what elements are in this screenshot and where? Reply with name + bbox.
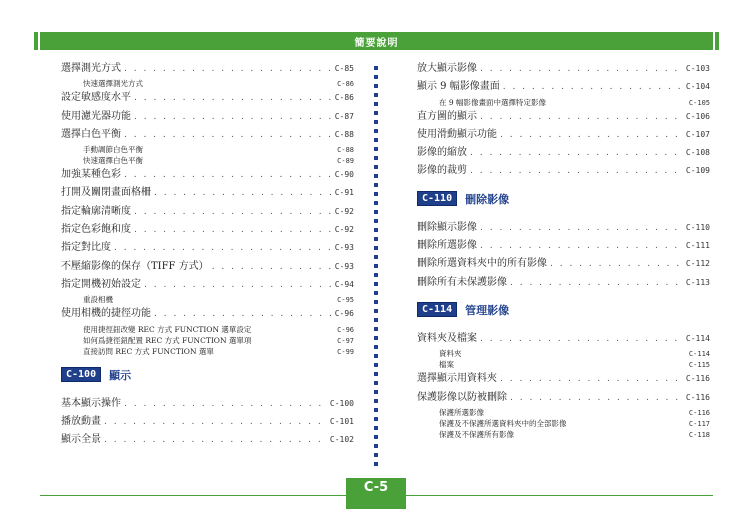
entry-title: 保護及不保護所有影像 — [439, 429, 514, 439]
toc-entry[interactable] — [417, 108, 710, 126]
entry-title: 刪除顯示影像 — [417, 221, 477, 233]
section-page-badge: C-110 — [417, 191, 457, 206]
dot-leader — [480, 237, 683, 255]
toc-entry[interactable] — [61, 108, 354, 126]
entry-title: 顯示 9 幅影像畫面 — [417, 81, 500, 93]
entry-title: 資料夾及檔案 — [417, 332, 477, 344]
entry-page-number: C-93 — [334, 261, 354, 271]
entry-title: 指定色彩飽和度 — [61, 224, 131, 236]
entry-title: 指定對比度 — [61, 242, 111, 254]
entry-page-number: C-86 — [337, 80, 354, 89]
toc-entry[interactable] — [61, 126, 354, 144]
header-left-mark — [34, 32, 38, 50]
dot-leader — [500, 126, 683, 144]
entry-page-number: C-114 — [685, 333, 710, 343]
toc-entry[interactable] — [417, 219, 710, 237]
entry-title: 刪除所選影像 — [417, 240, 477, 252]
section-title: 顯示 — [109, 368, 132, 382]
entry-page-number: C-96 — [334, 309, 354, 319]
entry-page-number: C-111 — [685, 241, 710, 251]
entry-title: 使用捷徑鈕改變 REC 方式 FUNCTION 選單設定 — [83, 324, 252, 334]
entry-title: 如何爲捷徑鈕配置 REC 方式 FUNCTION 選單項 — [83, 335, 252, 345]
entry-title: 快速選擇白色平衡 — [83, 156, 143, 166]
toc-entry[interactable] — [417, 237, 710, 255]
entry-page-number: C-99 — [337, 347, 354, 356]
entry-page-number: C-88 — [334, 129, 354, 139]
dot-leader — [480, 219, 683, 237]
entry-title: 設定敏感度水平 — [61, 92, 131, 104]
dot-leader — [470, 162, 683, 180]
entry-title: 在 9 幅影像畫面中選擇特定影像 — [439, 97, 547, 107]
dot-leader — [503, 78, 683, 96]
toc-subentry[interactable] — [417, 407, 710, 418]
toc-entry[interactable] — [417, 389, 710, 407]
toc-subentry[interactable] — [61, 144, 354, 155]
toc-entry[interactable] — [61, 258, 354, 276]
entry-title: 直方圖的顯示 — [417, 110, 477, 122]
entry-page-number: C-97 — [337, 336, 354, 345]
entry-title: 選擇測光方式 — [61, 63, 121, 74]
entry-title: 刪除所選資料夾中的所有影像 — [417, 258, 547, 270]
entry-page-number: C-103 — [685, 64, 710, 73]
entry-title: 影像的縮放 — [417, 147, 467, 159]
toc-entry[interactable] — [61, 431, 354, 449]
entry-title: 基本顯示操作 — [61, 397, 121, 409]
toc-group — [417, 330, 710, 440]
toc-entry[interactable] — [417, 255, 710, 273]
page-header-title: 簡要說明 — [354, 38, 399, 49]
toc-subentry[interactable] — [61, 294, 354, 305]
toc-entry[interactable] — [61, 413, 354, 431]
toc-subentry[interactable] — [417, 359, 710, 370]
entry-page-number: C-100 — [329, 398, 354, 408]
dot-leader — [480, 60, 683, 78]
toc-entry[interactable] — [61, 184, 354, 202]
entry-page-number: C-86 — [334, 93, 354, 103]
entry-title: 刪除所有未保護影像 — [417, 276, 507, 288]
toc-group — [61, 60, 354, 357]
entry-page-number: C-109 — [685, 166, 710, 176]
entry-title: 使用滑動顯示功能 — [417, 128, 497, 140]
dot-leader — [154, 305, 332, 323]
dot-leader — [124, 395, 327, 413]
toc-group — [417, 60, 710, 181]
header-bar — [40, 32, 713, 50]
entry-title: 顯示全景 — [61, 434, 101, 446]
toc-subentry[interactable] — [417, 348, 710, 359]
toc-entry[interactable] — [417, 126, 710, 144]
dot-leader — [480, 330, 683, 348]
toc-entry[interactable] — [61, 395, 354, 413]
entry-page-number: C-108 — [685, 148, 710, 158]
entry-title: 選擇顯示用資料夾 — [417, 373, 497, 385]
entry-page-number: C-95 — [337, 296, 354, 305]
entry-page-number: C-92 — [334, 225, 354, 235]
entry-title: 指定開機初始設定 — [61, 278, 141, 290]
entry-title: 重設相機 — [83, 295, 113, 305]
entry-page-number: C-88 — [337, 146, 354, 155]
entry-title: 手動調節白色平衡 — [83, 145, 143, 155]
entry-title: 指定輪廓清晰度 — [61, 205, 131, 217]
dot-leader — [480, 108, 683, 126]
dot-leader — [104, 413, 327, 431]
entry-page-number: C-116 — [685, 374, 710, 384]
toc-entry[interactable] — [417, 60, 710, 78]
toc-entry[interactable] — [417, 370, 710, 388]
entry-page-number: C-89 — [337, 157, 354, 166]
toc-entry[interactable] — [61, 221, 354, 239]
entry-page-number: C-102 — [329, 435, 354, 445]
entry-page-number: C-115 — [688, 361, 710, 370]
dot-leader — [124, 166, 332, 184]
entry-page-number: C-90 — [334, 170, 354, 180]
entry-title: 保護及不保護所選資料夾中的全部影像 — [439, 418, 567, 428]
entry-page-number: C-96 — [337, 325, 354, 334]
dot-leader — [134, 203, 332, 221]
entry-title: 使用相機的捷徑功能 — [61, 308, 151, 320]
entry-page-number: C-105 — [688, 98, 710, 107]
entry-page-number: C-92 — [334, 206, 354, 216]
entry-title: 加強某種色彩 — [61, 169, 121, 181]
entry-title: 選擇白色平衡 — [61, 128, 121, 140]
section-heading — [417, 189, 710, 209]
entry-page-number: C-106 — [685, 111, 710, 121]
entry-page-number: C-110 — [685, 222, 710, 232]
toc-subentry[interactable] — [417, 418, 710, 429]
dot-leader — [550, 255, 683, 273]
dot-leader — [134, 221, 332, 239]
toc-entry[interactable] — [61, 60, 354, 78]
entry-page-number: C-112 — [685, 259, 710, 269]
entry-page-number: C-114 — [688, 350, 710, 359]
entry-page-number: C-116 — [688, 408, 710, 417]
entry-title: 快速選擇測光方式 — [83, 79, 143, 89]
entry-page-number: C-117 — [688, 419, 710, 428]
toc-entry[interactable] — [417, 274, 710, 292]
toc-entry[interactable] — [61, 276, 354, 294]
section-heading — [417, 300, 710, 320]
toc-group — [61, 395, 354, 450]
toc-left-column — [61, 60, 354, 449]
section-page-badge: C-100 — [61, 367, 101, 382]
dot-leader — [510, 389, 683, 407]
entry-title: 使用濾光器功能 — [61, 110, 131, 122]
entry-title: 不壓縮影像的保存（TIFF 方式） — [61, 260, 209, 272]
toc-subentry[interactable] — [417, 429, 710, 440]
entry-page-number: C-91 — [334, 188, 354, 198]
toc-entry[interactable] — [417, 144, 710, 162]
section-page-badge: C-114 — [417, 302, 457, 317]
toc-subentry[interactable] — [61, 335, 354, 346]
toc-subentry[interactable] — [61, 78, 354, 89]
dot-leader — [500, 370, 683, 388]
section-heading — [61, 365, 354, 385]
column-divider — [374, 66, 378, 468]
toc-entry[interactable] — [61, 305, 354, 323]
dot-leader — [104, 431, 327, 449]
toc-subentry[interactable] — [61, 155, 354, 166]
dot-leader — [124, 60, 332, 78]
entry-page-number: C-101 — [329, 416, 354, 426]
dot-leader — [124, 126, 332, 144]
entry-page-number: C-107 — [685, 129, 710, 139]
dot-leader — [470, 144, 683, 162]
entry-page-number: C-104 — [685, 82, 710, 92]
entry-page-number: C-93 — [334, 243, 354, 253]
dot-leader — [154, 184, 332, 202]
dot-leader — [114, 239, 332, 257]
entry-title: 播放動畫 — [61, 415, 101, 427]
dot-leader — [134, 89, 332, 107]
entry-title: 保護所選影像 — [439, 407, 484, 417]
section-title: 刪除影像 — [465, 192, 510, 206]
toc-entry[interactable] — [417, 330, 710, 348]
entry-title: 直接訪問 REC 方式 FUNCTION 選單 — [83, 346, 214, 356]
dot-leader — [134, 108, 332, 126]
entry-title: 保護影像以防被刪除 — [417, 391, 507, 403]
section-title: 管理影像 — [465, 303, 510, 317]
entry-title: 檔案 — [439, 360, 454, 370]
toc-entry[interactable] — [417, 162, 710, 180]
entry-title: 放大顯示影像 — [417, 63, 477, 74]
header-right-mark — [715, 32, 719, 50]
dot-leader — [212, 258, 332, 276]
page-number: C-5 — [346, 478, 406, 509]
dot-leader — [510, 274, 683, 292]
toc-entry[interactable] — [417, 78, 710, 96]
entry-title: 影像的裁剪 — [417, 165, 467, 177]
toc-subentry[interactable] — [61, 324, 354, 335]
entry-title: 資料夾 — [439, 349, 462, 359]
toc-subentry[interactable] — [61, 346, 354, 357]
toc-group — [417, 219, 710, 292]
entry-page-number: C-113 — [685, 277, 710, 287]
toc-right-column — [417, 60, 710, 440]
toc-entry[interactable] — [61, 166, 354, 184]
entry-page-number: C-87 — [334, 111, 354, 121]
entry-title: 打開及關閉畫面格柵 — [61, 187, 151, 199]
toc-entry[interactable] — [61, 89, 354, 107]
toc-entry[interactable] — [61, 239, 354, 257]
entry-page-number: C-94 — [334, 279, 354, 289]
toc-entry[interactable] — [61, 203, 354, 221]
entry-page-number: C-118 — [688, 430, 710, 439]
dot-leader — [144, 276, 332, 294]
toc-subentry[interactable] — [417, 97, 710, 108]
entry-page-number: C-85 — [334, 64, 354, 73]
entry-page-number: C-116 — [685, 392, 710, 402]
